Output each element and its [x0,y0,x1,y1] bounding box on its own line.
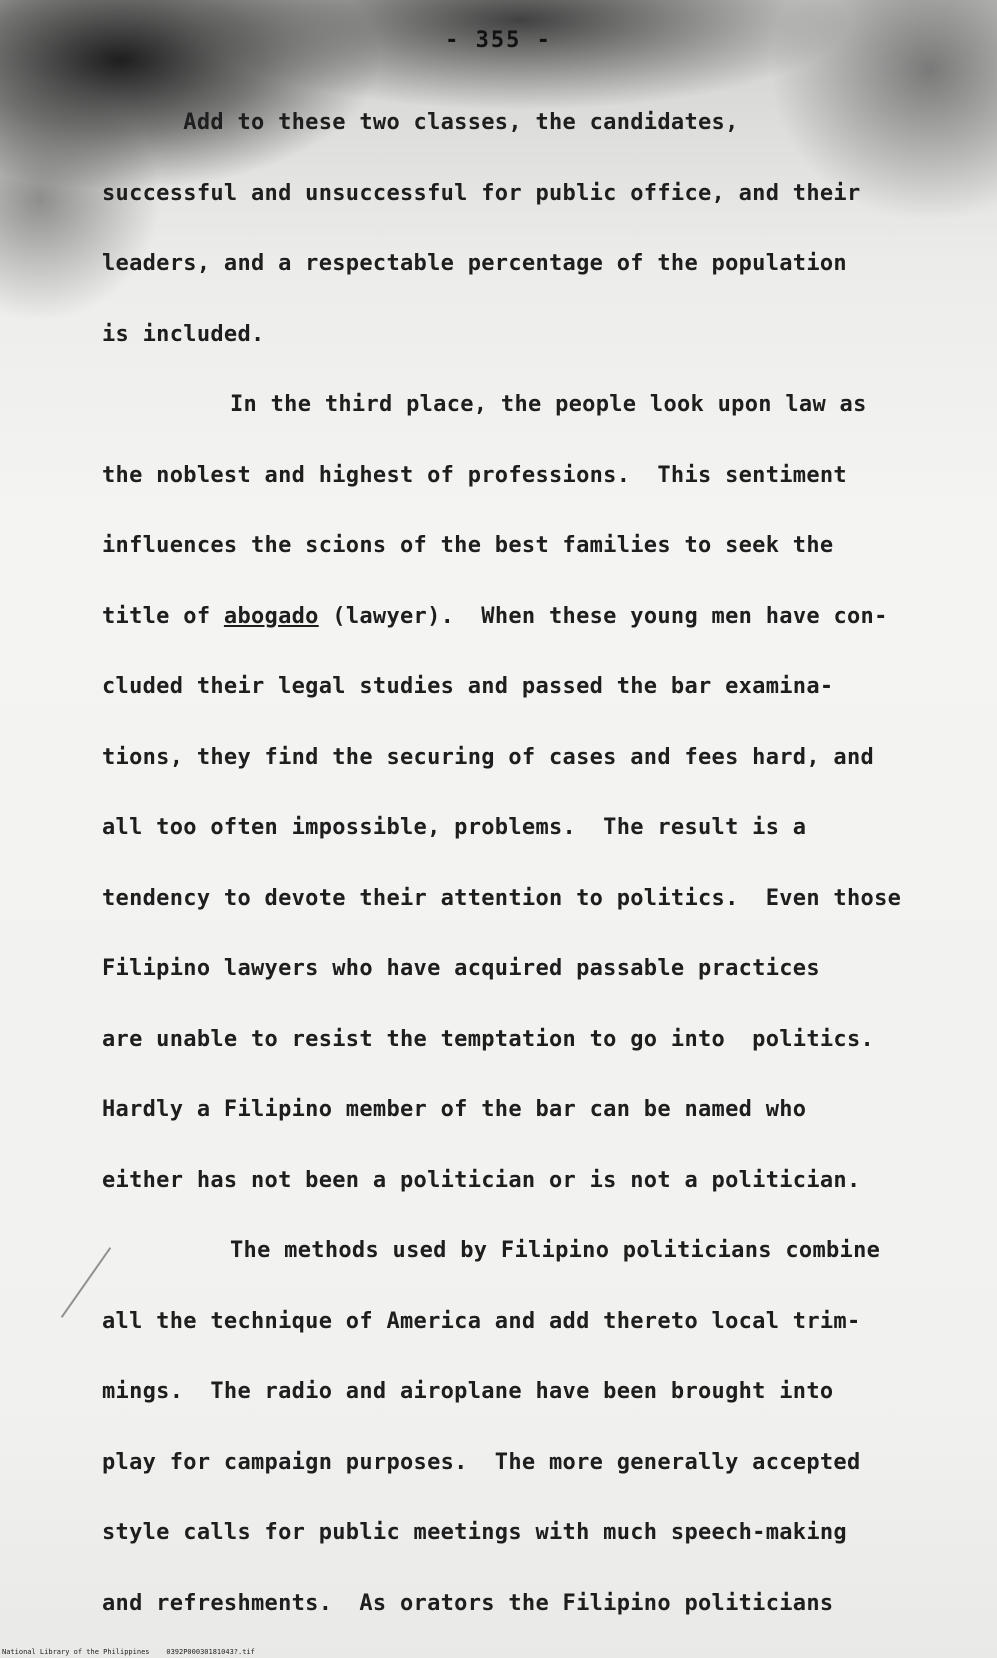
archive-caption: National Library of the Philippines 0392P00030181043?.tif [2,1648,255,1656]
text-line: successful and unsuccessful for public office, and their [102,180,861,206]
text-line: tions, they find the securing of cases and fees hard, and [102,744,875,770]
page-number: - 355 - [445,28,552,53]
text-line: leaders, and a respectable percentage of the population [102,251,847,276]
text-line: Filipino lawyers who have acquired passable practices [102,956,820,981]
text-line: Hardly a Filipino member of the bar can be named who [102,1097,807,1122]
text-line: Add to these two classes, the candidates, [102,110,739,135]
text-line: are unable to resist the temptation to go into politics. [102,1026,875,1052]
underlined-term: abogado [223,603,319,629]
text-line: is included. [102,321,265,347]
text-line: the noblest and highest of professions. This sentiment [102,462,847,488]
text-line: all too often impossible, problems. The result is a [102,815,807,840]
text-line: style calls for public meetings with much speech-making [102,1520,847,1545]
text-line: either has not been a politician or is not a politician. [102,1167,861,1193]
text-line: cluded their legal studies and passed the bar examina- [102,674,834,699]
text-line: and refreshments. As orators the Filipino politicians [102,1590,834,1616]
text-line: all the technique of America and add thereto local trim- [102,1308,861,1334]
text-line: tendency to devote their attention to politics. Even those [102,885,902,911]
text-line: title of abogado (lawyer). When these young men have con- [102,603,888,629]
text-line: The methods used by Filipino politicians combine [230,1238,881,1263]
text-line: play for campaign purposes. The more generally accepted [102,1449,861,1475]
typewritten-body [102,88,922,1639]
text-line: In the third place, the people look upon law as [230,392,867,417]
text-line: mings. The radio and airoplane have been brought into [102,1379,834,1404]
text-line: influences the scions of the best families to seek the [102,533,834,558]
